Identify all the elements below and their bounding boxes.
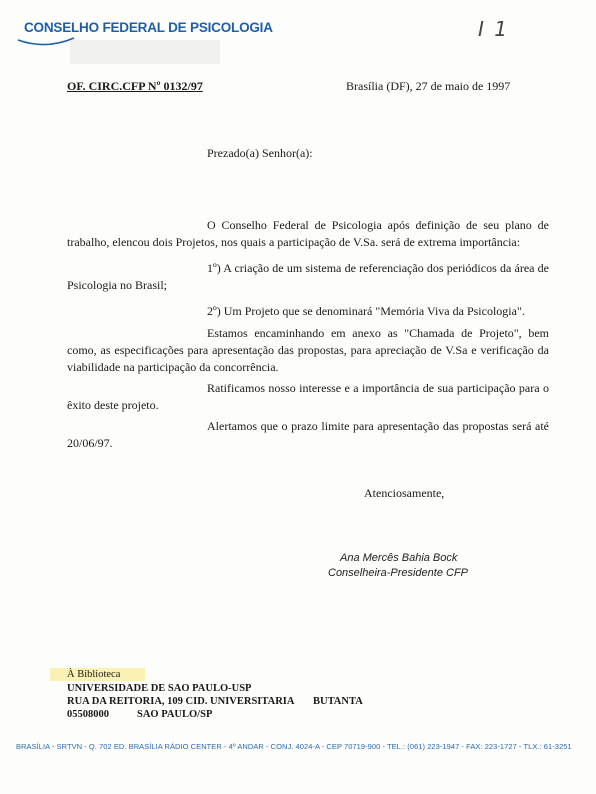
- recipient-label: À Biblioteca: [67, 669, 121, 680]
- letterhead-swoosh-logo: [16, 34, 76, 48]
- letterhead-footer-address: BRASÍLIA - SRTVN - Q. 702 ED. BRASÍLIA RÁDIO CENTER - 4º ANDAR - CONJ. 4024-A - CEP 70719-900 - TEL.: (061) 223-1947 - FAX: 223-1727 - TLX.: 61-3251: [16, 742, 572, 751]
- list-item-2: [67, 303, 549, 320]
- list-item-2-text: 2º) Um Projeto que se denominará "Memória Viva da Psicologia".: [207, 304, 525, 318]
- recipient-line-1: UNIVERSIDADE DE SAO PAULO-USP: [67, 683, 252, 694]
- salutation: Prezado(a) Senhor(a):: [207, 146, 313, 160]
- signature-role: Conselheira-Presidente CFP: [328, 567, 469, 579]
- paragraph-intro-text: O Conselho Federal de Psicologia após definição de seu plano de trabalho, elencou dois Projetos, nos quais a participação de V.Sa. será de extrema importância:: [67, 218, 549, 249]
- recipient-city: SAO PAULO/SP: [137, 709, 213, 720]
- handwritten-mark: I 1: [478, 17, 509, 41]
- list-item-1-text: 1º) A criação de um sistema de referenciação dos periódicos da área de Psicologia no Brasil;: [67, 261, 549, 292]
- paragraph-interest: [67, 380, 549, 414]
- recipient-district: BUTANTA: [313, 696, 363, 707]
- signature-name: Ana Mercês Bahia Bock: [340, 552, 458, 564]
- paragraph-deadline: [67, 418, 549, 452]
- letterhead-org-name: CONSELHO FEDERAL DE PSICOLOGIA: [24, 20, 273, 35]
- recipient-line-2: RUA DA REITORIA, 109 CID. UNIVERSITARIA: [67, 696, 295, 707]
- paragraph-deadline-text: Alertamos que o prazo limite para apresentação das propostas será até 20/06/97.: [67, 419, 549, 450]
- paragraph-intro: [67, 217, 549, 251]
- paragraph-attachments-text: Estamos encaminhando em anexo as "Chamada de Projeto", bem como, as especificações para apresentação das propostas, para apreciação de V.Sa e verificação da viabilidade na participação da concorrência.: [67, 326, 549, 374]
- list-item-1: [67, 260, 549, 294]
- bleed-through-shadow: [70, 40, 220, 64]
- paragraph-attachments: [67, 325, 549, 376]
- closing: Atenciosamente,: [364, 486, 445, 500]
- document-reference: OF. CIRC.CFP Nº 0132/97: [67, 79, 203, 93]
- paragraph-interest-text: Ratificamos nosso interesse e a importância de sua participação para o êxito deste projeto.: [67, 381, 549, 412]
- place-date: Brasília (DF), 27 de maio de 1997: [346, 79, 511, 93]
- recipient-postal-code: 05508000: [67, 709, 109, 720]
